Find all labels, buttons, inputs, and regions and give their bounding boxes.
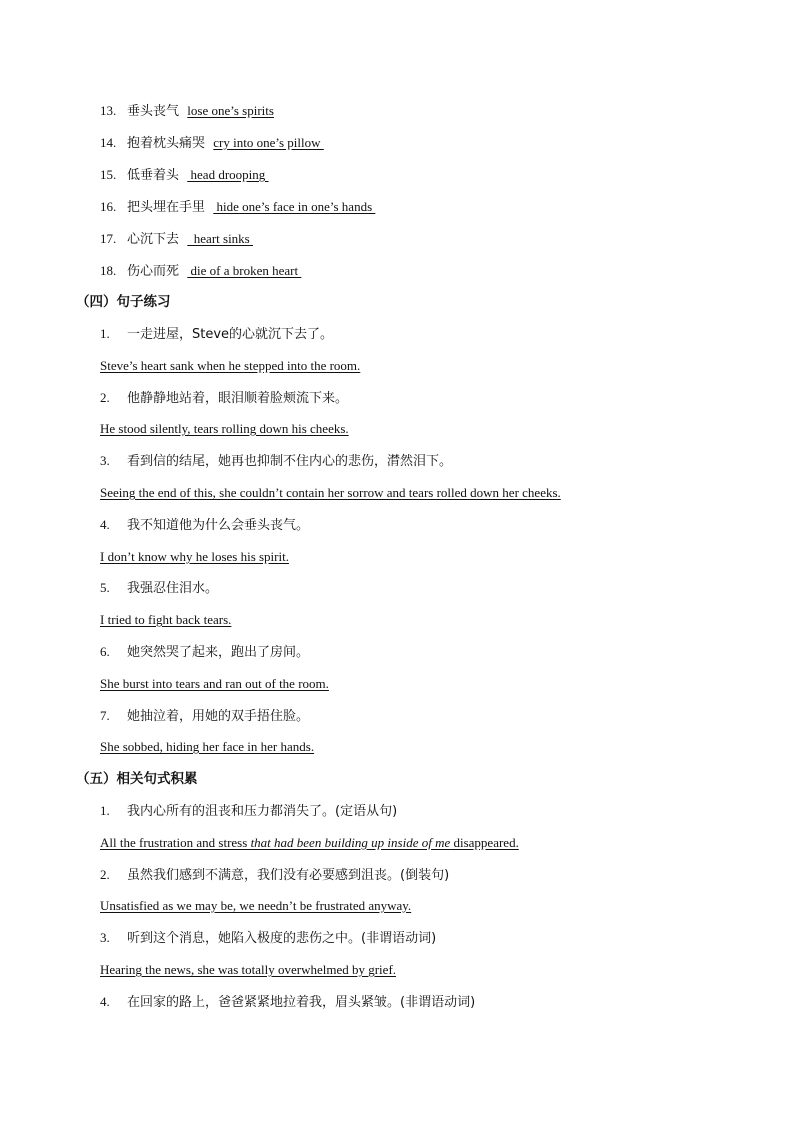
item-number: 2. <box>100 390 110 405</box>
pattern-answer-1 <box>100 834 519 852</box>
phrase-english-answer: heart sinks <box>187 231 253 246</box>
sentence-item-4 <box>100 516 309 535</box>
phrase-english-answer: hide one’s face in one’s hands <box>213 199 376 214</box>
pattern-answer-2: Unsatisfied as we may be, we needn’t be frustrated anyway. <box>100 898 412 913</box>
item-number: 4. <box>100 994 110 1009</box>
sentence-chinese: 她突然哭了起来，跑出了房间。 <box>127 645 310 660</box>
phrase-chinese: 把头埋在手里 <box>127 200 206 215</box>
section-heading-sentence-practice: （四）句子练习 <box>76 294 171 310</box>
sentence-chinese: 一走进屋，Steve的心就沉下去了。 <box>127 327 334 342</box>
pattern-answer-3: Hearing the news, she was totally overwhelmed by grief. <box>100 962 397 977</box>
item-number: 1. <box>100 803 110 818</box>
sentence-item-7 <box>100 707 309 726</box>
item-number: 4. <box>100 517 110 532</box>
pattern-chinese: 在回家的路上，爸爸紧紧地拉着我，眉头紧皱。(非谓语动词) <box>127 995 476 1010</box>
phrase-english-answer: lose one’s spirits <box>187 103 274 118</box>
phrase-item-17 <box>100 230 253 249</box>
item-number: 14. <box>100 135 117 150</box>
pattern-item-2 <box>100 866 449 885</box>
item-number: 18. <box>100 263 117 278</box>
item-number: 5. <box>100 580 110 595</box>
sentence-chinese: 看到信的结尾，她再也抑制不住内心的悲伤，潸然泪下。 <box>127 454 453 469</box>
answer-text-italic: that had been building up inside of me <box>250 835 451 850</box>
pattern-item-1 <box>100 802 397 821</box>
sentence-chinese: 我强忍住泪水。 <box>127 581 219 596</box>
sentence-answer-5: I tried to fight back tears. <box>100 612 232 627</box>
item-number: 3. <box>100 453 110 468</box>
pattern-chinese: 我内心所有的沮丧和压力都消失了。(定语从句) <box>127 804 398 819</box>
pattern-item-4 <box>100 993 475 1012</box>
item-number: 3. <box>100 930 110 945</box>
sentence-answer-2: He stood silently, tears rolling down his cheeks. <box>100 421 349 436</box>
phrase-english-answer: cry into one’s pillow <box>213 135 324 150</box>
item-number: 15. <box>100 167 117 182</box>
phrase-chinese: 低垂着头 <box>127 168 180 183</box>
phrase-english-answer: die of a broken heart <box>187 263 302 278</box>
item-number: 1. <box>100 326 110 341</box>
section-heading-sentence-patterns: （五）相关句式积累 <box>76 771 198 787</box>
item-number: 13. <box>100 103 117 118</box>
phrase-chinese: 垂头丧气 <box>127 104 180 119</box>
sentence-item-1 <box>100 325 333 344</box>
sentence-item-3 <box>100 452 452 471</box>
sentence-answer-3: Seeing the end of this, she couldn’t contain her sorrow and tears rolled down her cheeks. <box>100 485 561 500</box>
item-number: 2. <box>100 867 110 882</box>
pattern-item-3 <box>100 929 436 948</box>
sentence-answer-7: She sobbed, hiding her face in her hands. <box>100 739 315 754</box>
phrase-item-16 <box>100 198 375 217</box>
sentence-chinese: 她抽泣着，用她的双手捂住脸。 <box>127 709 310 724</box>
item-number: 17. <box>100 231 117 246</box>
item-number: 6. <box>100 644 110 659</box>
phrase-english-answer: head drooping <box>187 167 269 182</box>
phrase-chinese: 心沉下去 <box>127 232 180 247</box>
sentence-item-5 <box>100 579 218 598</box>
answer-text-pre: All the frustration and stress <box>100 835 251 850</box>
sentence-answer-1: Steve’s heart sank when he stepped into the room. <box>100 358 361 373</box>
phrase-item-18 <box>100 262 301 281</box>
sentence-answer-6: She burst into tears and ran out of the room. <box>100 676 329 691</box>
item-number: 16. <box>100 199 117 214</box>
sentence-item-2 <box>100 389 348 408</box>
phrase-chinese: 抱着枕头痛哭 <box>127 136 206 151</box>
phrase-item-13 <box>100 102 274 121</box>
sentence-chinese: 他静静地站着，眼泪顺着脸颊流下来。 <box>127 391 349 406</box>
sentence-chinese: 我不知道他为什么会垂头丧气。 <box>127 518 310 533</box>
item-number: 7. <box>100 708 110 723</box>
sentence-answer-4: I don’t know why he loses his spirit. <box>100 549 289 564</box>
pattern-chinese: 听到这个消息，她陷入极度的悲伤之中。(非谓语动词) <box>127 931 437 946</box>
sentence-item-6 <box>100 643 309 662</box>
answer-text-post: disappeared. <box>450 835 519 850</box>
phrase-chinese: 伤心而死 <box>127 264 180 279</box>
phrase-item-14 <box>100 134 324 153</box>
pattern-chinese: 虽然我们感到不满意，我们没有必要感到沮丧。(倒装句) <box>127 868 450 883</box>
phrase-item-15 <box>100 166 269 185</box>
